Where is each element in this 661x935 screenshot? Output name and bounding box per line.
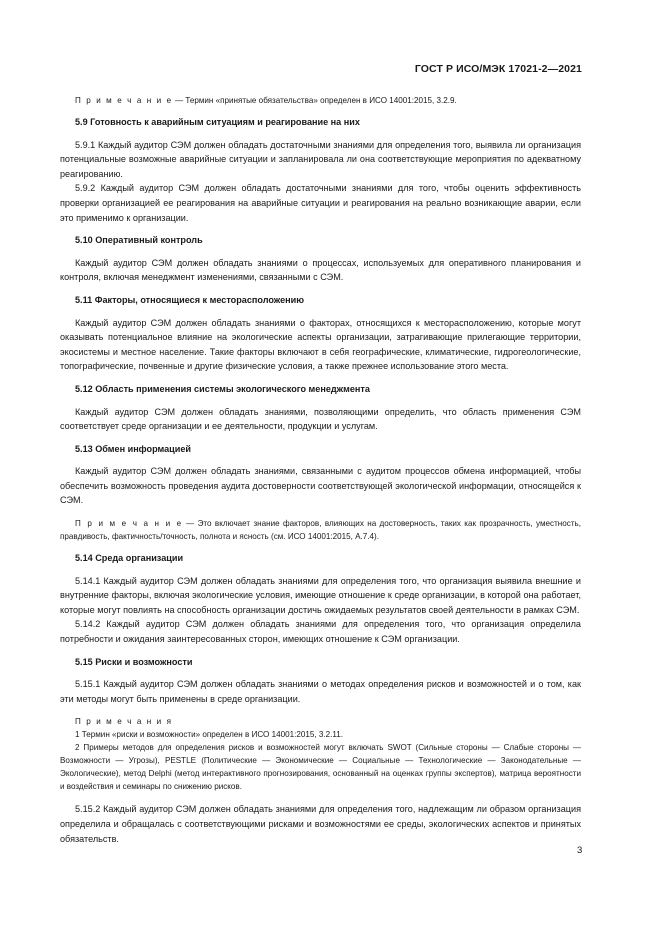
note-text: — Термин «принятые обязательства» определен в ИСО 14001:2015, 3.2.9. (172, 96, 457, 105)
note-committed-obligations (60, 94, 581, 107)
section-heading-5-12: 5.12 Область применения системы экологического менеджмента (75, 383, 370, 394)
paragraph-5-11: Каждый аудитор СЭМ должен обладать знаниями о факторах, относящихся к месторасположению, которые могут оказывать потенциальное влияние на экологические аспекты организации, затрагивающие прилегающие территории, экосистемы и местное население. Такие факторы включают в себя географические, климатические, гидрогеологические, топографические, почвенные и другие физические условия, а также прежнее использование этого места. (60, 317, 581, 372)
document-body (60, 94, 581, 846)
section-heading-5-15: 5.15 Риски и возможности (75, 656, 193, 667)
note-text: — Это включает знание факторов, влияющих на достоверность, таких как прозрачность, уместность, правдивость, фактичность/точность, полнота и ясность (см. ИСО 14001:2015, А.7.4). (60, 519, 581, 542)
note-information-reliability (60, 517, 581, 543)
paragraph-5-10: Каждый аудитор СЭМ должен обладать знаниями о процессах, используемых для оперативного планирования и контроля, включая менеджмент изменениями, связанными с СЭМ. (60, 257, 581, 283)
paragraph-5-14-2: 5.14.2 Каждый аудитор СЭМ должен обладать знаниями для определения того, что организация определила потребности и ожидания заинтересованных сторон, имеющих отношение к СЭМ организации. (60, 619, 581, 645)
section-heading-5-13: 5.13 Обмен информацией (75, 443, 192, 454)
page-number: 3 (577, 845, 583, 856)
note-label: П р и м е ч а н и е (75, 96, 173, 105)
paragraph-5-15-1: 5.15.1 Каждый аудитор СЭМ должен обладать знаниями о методах определения рисков и возможностей и о том, как эти методы могут быть применены в среде организации. (60, 679, 581, 704)
section-heading-5-14: 5.14 Среда организации (75, 553, 184, 564)
note-2-risk-methods: 2 Примеры методов для определения рисков и возможностей могут включать SWOT (Сильные стороны — Слабые стороны — Возможности — Угрозы), PESTLE (Политические — Экономические — Социальные — Технологические — Законодательные — Экологические), метод Delphi (метод интерактивного прогнозирования, основанный на оценках группы экспертов), матрица вероятности и воздействия и семинары по снижению рисков. (60, 743, 581, 792)
paragraph-5-13: Каждый аудитор СЭМ должен обладать знаниями, связанными с аудитом процессов обмена информацией, чтобы обеспечить возможность проведения аудита достоверности соответствующей экологической информации, относящейся к СЭМ. (60, 466, 581, 506)
section-heading-5-9: 5.9 Готовность к аварийным ситуациям и реагирование на них (75, 117, 360, 127)
paragraph-5-12: Каждый аудитор СЭМ должен обладать знаниями, позволяющими определить, что область применения СЭМ соответствует среде организации и ее деятельности, продукции и услугам. (60, 406, 581, 432)
section-heading-5-10: 5.10 Оперативный контроль (75, 235, 203, 246)
document-header: ГОСТ Р ИСО/МЭК 17021-2—2021 (414, 63, 582, 75)
note-label: П р и м е ч а н и е (75, 519, 183, 529)
paragraph-5-9-1: 5.9.1 Каждый аудитор СЭМ должен обладать достаточными знаниями для определения того, выявила ли организация потенциальные возможные аварийные ситуации и запланировала ли она соответствующие мероприятия по адекватному реагированию. (60, 139, 581, 179)
notes-heading: П р и м е ч а н и я (75, 717, 173, 727)
paragraph-5-9-2: 5.9.2 Каждый аудитор СЭМ должен обладать достаточными знаниями для того, чтобы оценить эффективность проверки организацией ее реагирования на аварийные ситуации и реагирования на реально возникающие аварии, если это применимо к организации. (60, 183, 581, 223)
paragraph-5-14-1: 5.14.1 Каждый аудитор СЭМ должен обладать знаниями для определения того, что организация выявила внешние и внутренние факторы, включая экологические условия, имеющие отношение к среде организации, в которой она работает, которые могут повлиять на способность организации достичь ожидаемых результатов своей деятельности в рамках СЭМ. (60, 575, 581, 615)
section-heading-5-11: 5.11 Факторы, относящиеся к месторасположению (75, 294, 305, 305)
paragraph-5-15-2: 5.15.2 Каждый аудитор СЭМ должен обладать знаниями для определения того, надлежащим ли образом организация определила и обращалась с соответствующими рисками и возможностями ее среды, экологических аспектов и принятых обязательств. (60, 804, 581, 844)
note-1-risks-term: 1 Термин «риски и возможности» определен в ИСО 14001:2015, 3.2.11. (75, 730, 344, 740)
